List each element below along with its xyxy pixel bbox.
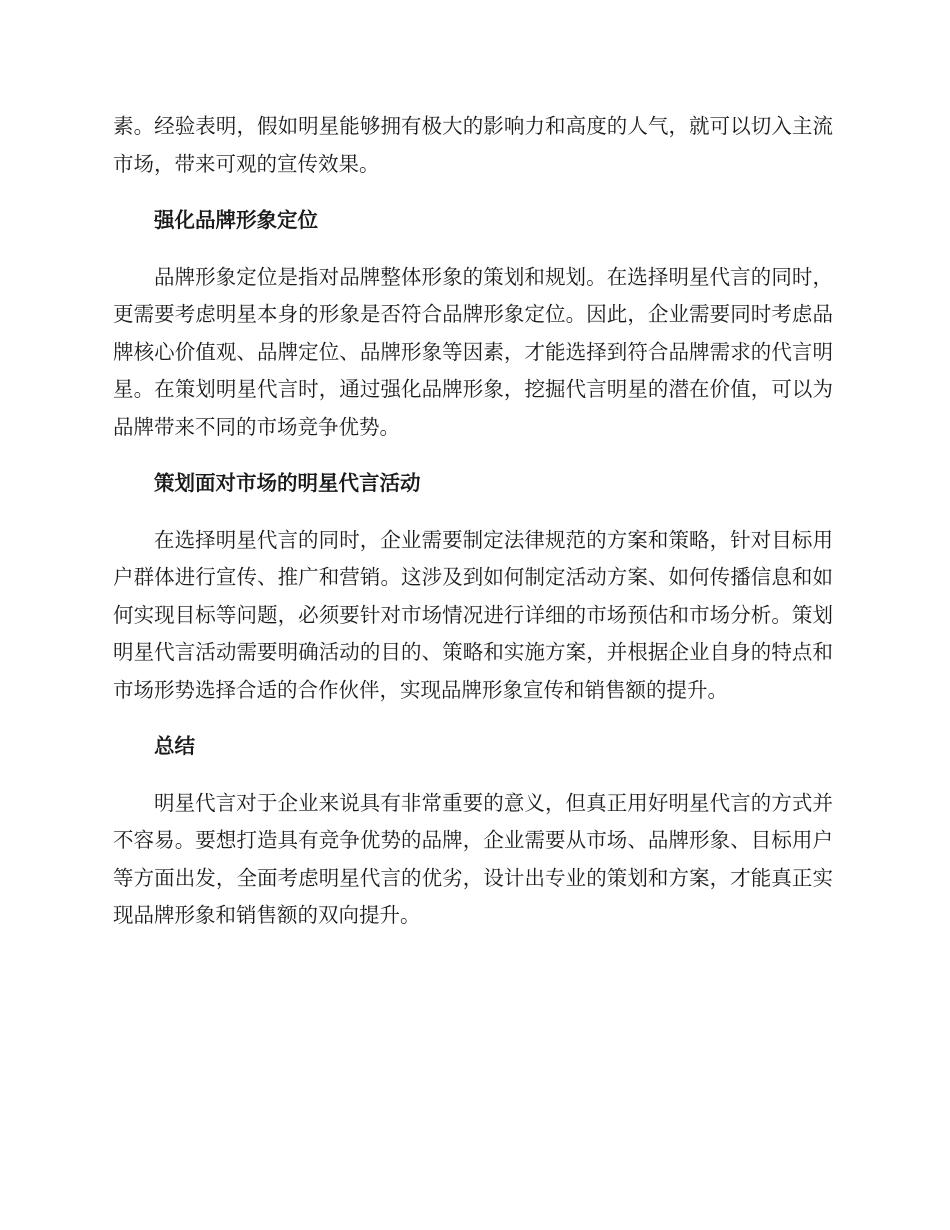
section-paragraph-summary: 明星代言对于企业来说具有非常重要的意义，但真正用好明星代言的方式并不容易。要想打造具有竞争优势的品牌，企业需要从市场、品牌形象、目标用户等方面出发，全面考虑明星代言的优劣，设计出专业的策划和方案，才能真正实现品牌形象和销售额的双向提升。 bbox=[113, 790, 833, 927]
section-heading-summary: 总结 bbox=[154, 734, 195, 758]
intro-paragraph: 素。经验表明，假如明星能够拥有极大的影响力和高度的人气，就可以切入主流市场，带来可观的宣传效果。 bbox=[113, 114, 833, 176]
section-heading-market-campaign: 策划面对市场的明星代言活动 bbox=[154, 471, 421, 495]
document-body bbox=[113, 108, 833, 954]
section-paragraph-brand-positioning: 品牌形象定位是指对品牌整体形象的策划和规划。在选择明星代言的同时，更需要考虑明星本身的形象是否符合品牌形象定位。因此，企业需要同时考虑品牌核心价值观、品牌定位、品牌形象等因素，才能选择到符合品牌需求的代言明星。在策划明星代言时，通过强化品牌形象，挖掘代言明星的潜在价值，可以为品牌带来不同的市场竞争优势。 bbox=[113, 264, 833, 439]
section-heading-brand-positioning: 强化品牌形象定位 bbox=[154, 208, 318, 232]
section-paragraph-market-campaign: 在选择明星代言的同时，企业需要制定法律规范的方案和策略，针对目标用户群体进行宣传、推广和营销。这涉及到如何制定活动方案、如何传播信息和如何实现目标等问题，必须要针对市场情况进行详细的市场预估和市场分析。策划明星代言活动需要明确活动的目的、策略和实施方案，并根据企业自身的特点和市场形势选择合适的合作伙伴，实现品牌形象宣传和销售额的提升。 bbox=[113, 527, 833, 702]
